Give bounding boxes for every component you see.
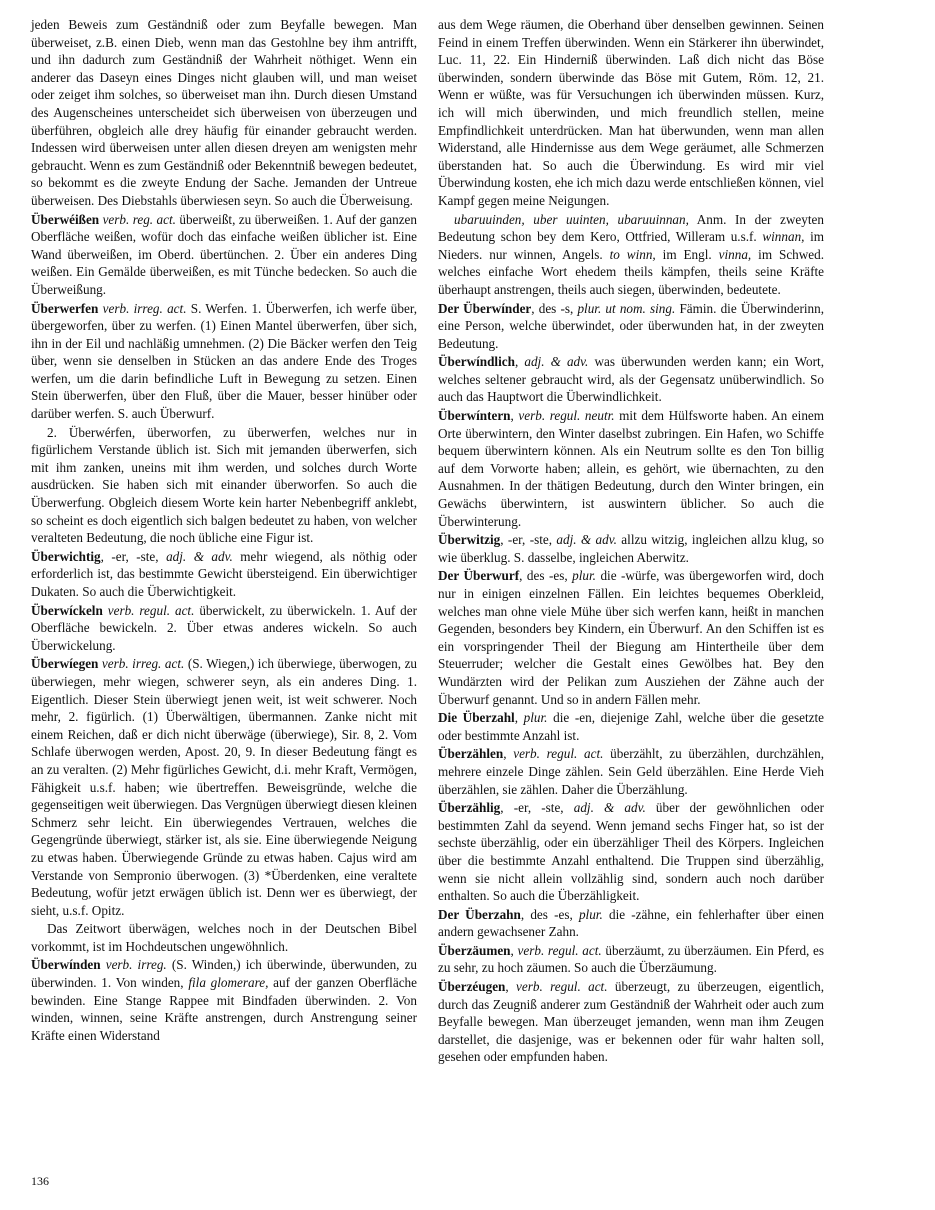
dictionary-entry: [438, 353, 824, 406]
entry-text: im Engl.: [662, 246, 712, 262]
dictionary-entry: [438, 799, 824, 905]
entry-headword: Überwitzig: [438, 532, 501, 548]
entry-grammar: plur.: [578, 906, 603, 922]
entry-text: im Nieders. nur winnen, Angels.: [438, 229, 825, 262]
entry-headword: Überwínden: [31, 957, 101, 973]
entry-headword: Der Überwínder: [438, 300, 532, 316]
right-column: [438, 16, 824, 1066]
dictionary-entry: [31, 211, 417, 299]
entry-grammar: fila glomerare,: [188, 975, 269, 991]
dictionary-entry: [438, 942, 824, 977]
entry-headword: Überzéugen: [438, 979, 506, 995]
entry-text: die -en, diejenige Zahl, welche über die gesetzte oder bestimmte Anzahl ist.: [438, 710, 824, 743]
entry-headword: Der Überzahn: [438, 906, 521, 922]
entry-text: überzeugt, zu überzeugen, eigentlich, durch das Zeugniß anderer zum Geständniß der Wahrheit oder auch zum Beyfalle bewegen. Man überzeuget jemanden, wenn man ihm Zeugen darstellet, die dasjenige, was er bekennen oder für wahr halten soll, gesehen oder empfunden haben.: [438, 979, 825, 1065]
entry-text: S. Werfen. 1. Überwerfen, ich werfe über, übergeworfen, über zu werfen. (1) Einen Mantel überwerfen, über sich, ihn in der Eil und nachläßig umnehmen. (2) Die Bäcker werfen den Teig über, wenn sie denselben in Stücken an das andere Ende des Troges werfen, um die darin befindliche Luft in Bewegung zu setzen. Einen Stein überwerfen, über den Fluß, über die Mauer, besser hinüber oder darüber werfen. S. auch Überwurf.: [31, 300, 417, 422]
left-column: [31, 16, 417, 1044]
entry-text: jeden Beweis zum Geständniß oder zum Beyfalle bewegen. Man überweiset, z.B. einen Dieb, wenn man das Gestohlne bey ihm antrifft, und ihn dadurch zum Geständniß der Wahrheit nöthiget. Wenn ein anderer das Daseyn eines Dinges nicht glauben will, und man weiset oder zeiget ihm solches, so überweiset man ihn. Durch diesen Umstand des Augenscheines unterscheidet sich überweisen von überzeugen und überführen, obgleich alle drey häufig für einander gebraucht werden. Indessen wird überweisen unter allen diesen dreyen am wenigsten mehr gebraucht. Wenn es zum Geständniß oder Bekenntniß bewegen bedeutet, so bekommt es die zweyte Endung der Sache. Jemanden der Untreue überweisen. Des Diebstahls überwiesen seyn. So auch die Überweisung.: [31, 17, 417, 208]
entry-text: mehr wiegend, als nöthig oder erforderlich ist, das bestimmte Gewicht übersteigend. Ein überwichtiger Dukaten. So auch die Überwichtigkeit.: [31, 548, 418, 599]
entry-headword: Überwíckeln: [31, 602, 103, 618]
entry-text: die -zähne, ein fehlerhafter über einen andern gewachsener Zahn.: [438, 906, 825, 940]
entry-grammar: verb. irreg. act.: [101, 656, 185, 672]
entry-inflection: , des -es,: [520, 906, 573, 922]
entry-inflection: , des -s,: [531, 300, 574, 316]
entry-headword: Überwíegen: [31, 656, 99, 672]
entry-headword: Überzählen: [438, 746, 504, 762]
entry-headword: Die Überzahl: [438, 710, 515, 726]
entry-text: überweißt, zu überweißen. 1. Auf der ganzen Oberfläche weißen, wofür doch das einfache weißen üblicher ist. Eine Wand überweißen, im Oberd. übertünchen. 2. Über ein anderes Ding weißen. Ein Gemälde überweißen, es mit Tünche bedecken. So auch die Überweißung.: [31, 211, 418, 297]
entry-grammar: adj. & adv.: [556, 532, 617, 548]
entry-grammar: verb. regul. neutr.: [518, 408, 615, 424]
entry-text: Anm. In der zweyten Bedeutung schon bey dem Kero, Ottfried, Willeram u.s.f.: [438, 211, 824, 245]
entry-grammar: verb. regul. act.: [517, 942, 602, 958]
entry-text: im Schwed.: [758, 246, 825, 262]
entry-grammar: verb. regul. act.: [107, 602, 195, 618]
entry-grammar: vinna,: [718, 246, 752, 262]
entry-text: (S. Winden,) ich überwinde, überwunden, zu überwinden. 1. Von winden,: [31, 957, 418, 991]
dictionary-entry: [438, 745, 824, 798]
dictionary-entry: [31, 548, 417, 601]
entry-grammar: winnan,: [762, 229, 805, 245]
entry-grammar: adj. & adv.: [573, 800, 646, 816]
entry-inflection: ,: [510, 942, 514, 958]
entry-headword: Der Überwurf: [438, 568, 520, 584]
dictionary-entry: [438, 16, 824, 210]
entry-inflection: , -er, -ste,: [500, 800, 564, 816]
entry-grammar: verb. regul. act.: [516, 979, 608, 995]
entry-inflection: ,: [514, 354, 519, 370]
entry-headword: Überwéißen: [31, 211, 100, 227]
entry-inflection: , des -es,: [519, 568, 568, 584]
entry-text: überzäumt, zu überzäumen. Ein Pferd, es zu sehr, zu hoch zäumen. So auch die Überzäumung.: [438, 942, 825, 976]
dictionary-entry: [438, 709, 824, 744]
entry-grammar: verb. irreg. act.: [102, 300, 187, 316]
entry-text: allzu witzig, ingleichen allzu klug, so wie überklug. S. dasselbe, ingleichen Aberwitz.: [438, 532, 825, 565]
entry-text: Fämin. die Überwinderinn, eine Person, welche überwindet, oder überwunden hat, in der zweyten Bedeutung.: [438, 300, 824, 351]
entry-text: auf der ganzen Oberfläche bewinden. Eine Stange Rappee mit Bindfaden überwinden. 2. Von winden, winnen, seine Kräfte anstrengen, durch Anstrengung seiner Kräfte einen Widerstand: [31, 975, 418, 1043]
entry-text: überzählt, zu überzählen, durchzählen, mehrere einzele Dinge zählen. Sein Geld überzählen. Eine Herde Vieh überzählen, sie zählen. Daher die Überzählung.: [438, 746, 824, 797]
dictionary-entry: [31, 920, 417, 955]
entry-grammar: adj. & adv.: [524, 354, 589, 370]
entry-text: was überwunden werden kann; ein Wort, welches seltener gebraucht wird, als der Gegensatz unüberwindlich. So auch das Hauptwort die Überwindlichkeit.: [438, 354, 824, 405]
entry-inflection: , -er, -ste,: [500, 532, 553, 548]
dictionary-entry: [31, 16, 417, 210]
dictionary-entry: [438, 211, 824, 299]
entry-text: Das Zeitwort überwägen, welches noch in der Deutschen Bibel vorkommt, ist im Hochdeutschen ungewöhnlich.: [31, 921, 417, 954]
entry-headword: Überzäumen: [438, 942, 511, 958]
entry-grammar: verb. regul. act.: [513, 746, 604, 762]
dictionary-entry: [438, 978, 824, 1066]
dictionary-entry: [438, 300, 824, 353]
entry-text: mit dem Hülfsworte haben. An einem Orte überwintern, den Winter daselbst zubringen. Ein Hafen, wo Schiffe bequem überwintern können. Als ein Neutrum sollte es den Ton billig auf dem Vorworte haben; allein, es gehört, wie übernachten, zu den Ausnahmen. In der thätigen Bedeutung, durch den Winter bringen, ein Gewächs überwintern, ist auswintern üblicher. So auch die Überwinterung.: [438, 408, 825, 529]
entry-inflection: ,: [514, 710, 518, 726]
entry-inflection: ,: [505, 979, 509, 995]
dictionary-entry: [438, 407, 824, 530]
entry-grammar: plur.: [572, 568, 596, 584]
dictionary-entry: [31, 956, 417, 1044]
entry-grammar: adj. & adv.: [166, 548, 233, 564]
entry-text: (S. Wiegen,) ich überwiege, überwogen, zu überwiegen, mehr wiegen, schwerer seyn, als ein anderes Ding. 1. Eigentlich. Dieser Stein überwiegt jenen weit, ist weit schwerer. Noch mehr, 2. figürlich. (1) Überwältigen, übermannen. Zanke nicht mit einem Reichen, daß er dich nicht überwäge (überwiege), Sir. 8, 2. Vom Schlafe überwogen werden, Apost. 20, 9. In dieser Bedeutung fängt es an zu veralten. (2) Mehr figürliches Gewicht, d.i. mehr Kraft, Vermögen, Fähigkeit u.s.f. haben; wie übertreffen. Beweisgründe, welche die gegenseitigen weit überwiegen. Das Vergnügen überwiegt diesen kleinen Schmerz sehr leicht. Ein überwiegendes Vertrauen, welches die Gegengründe überwiegt, stärker ist, als sie. Eine überwiegende Neigung zu etwas haben. Überwiegende Gründe zu etwas haben. Cajus wird am Verstande von Sempronio überwogen. (3) *Überdenken, eine veraltete Bedeutung, wofür jetzt erwägen üblich ist. Denn wer es überwiegt, der sieht, u.s.f. Opitz.: [31, 656, 418, 918]
dictionary-entry: [31, 655, 417, 919]
entry-text: überwickelt, zu überwickeln. 1. Auf der Oberfläche bewickeln. 2. Über etwas anderes wickeln. So auch Überwickelung.: [31, 602, 417, 653]
entry-headword: Überwichtig: [31, 548, 101, 564]
dictionary-entry: [438, 906, 824, 941]
entry-headword: Überwíntern: [438, 408, 511, 424]
entry-headword: Überwerfen: [31, 300, 99, 316]
entry-grammar: ubaruuinden, uber uuinten, ubaruuinnan,: [454, 211, 689, 227]
entry-inflection: ,: [503, 746, 507, 762]
entry-headword: Überzählig: [438, 800, 501, 816]
dictionary-entry: [31, 300, 417, 423]
dictionary-entry: [438, 531, 824, 566]
dictionary-entry: [31, 602, 417, 655]
entry-inflection: ,: [510, 408, 514, 424]
entry-headword: Überwíndlich: [438, 354, 515, 370]
entry-text: aus dem Wege räumen, die Oberhand über denselben gewinnen. Seinen Feind in einem Treffen überwinden. Wenn ein Stärkerer ihn überwindet, Luc. 11, 22. Ein Hinderniß überwinden. Laß dich nicht das Böse überwinden, sondern überwinde das Böse mit Gutem, Röm. 12, 21. Wenn er wüßte, was für Versuchungen ich überwinden müssen. Kurz, ich will mich überwinden, und mich freundlich stellen, meine Empfindlichkeit unterdrücken. Man hat überwunden, wenn man allen Widerstand, alle Hindernisse aus dem Wege geräumet, alle Schmerzen überstanden hat. So auch die Überwindung. Es wird mir viel Überwindung kosten, ehe ich mich dazu werde entschließen können, viel Kampf gegen meine Neigungen.: [438, 17, 824, 208]
page-number: 136: [31, 1174, 49, 1188]
entry-inflection: , -er, -ste,: [100, 548, 159, 564]
entry-grammar: verb. irreg.: [105, 957, 167, 973]
entry-grammar: plur.: [523, 710, 548, 726]
entry-grammar: plur. ut nom. sing.: [577, 300, 676, 316]
entry-grammar: to winn,: [609, 246, 656, 262]
entry-text: über der gewöhnlichen oder bestimmten Zahl da seyend. Wenn jemand sechs Finger hat, so ist der sechste überzählig, oder ein überzähliger Theil des Körpers. Ingleichen über die bestimmte Anzahl enthaltend. Die Truppen sind überzählig, wenn sie nicht allein vollzählig sind, sondern auch noch darüber enthalten. So auch die Überzähligkeit.: [438, 800, 825, 904]
entry-text: 2. Überwérfen, überworfen, zu überwerfen, welches nur in figürlichem Verstande üblich ist. Sich mit jemanden überwerfen, sich mit ihm zanken, uneins mit ihm werden, und solches durch Worte ausdrücken. Sie haben sich mit einander überworfen. So auch die Überwerfung. Obgleich diesem Worte kein harter Nebenbegriff anklebt, so scheint es doch eigentlich sich balgen bedeutet zu haben, von welcher veralteten Bedeutung, die noch übliche eine Figur ist.: [31, 424, 417, 546]
dictionary-entry: [31, 424, 417, 547]
entry-text: welches einfache Wort ehedem theils kämpfen, theils seine Kräfte überhaupt anstrengen, theils auch siegen, überwinden, bedeutete.: [438, 264, 824, 297]
entry-text: die -würfe, was übergeworfen wird, doch nur in einigen einzelnen Fällen. Ein leichtes bequemes Oberkleid, welches man ohne viele Mühe über sich werfen kann, heißt in manchen Gegenden, besonders bey Kindern, ein Überwurf. An den Schiffen ist es ein vorspringender Theil der Biegung am Hintertheile über dem Steuerruder; welcher die Gestalt eines Gewölbes hat. Bey den Wundärzten wird der Pelikan zum Ausziehen der Zähne auch der Überwurf genannt. Und so in andern Fällen mehr.: [438, 568, 824, 707]
dictionary-entry: [438, 567, 824, 708]
entry-grammar: verb. reg. act.: [102, 211, 176, 227]
